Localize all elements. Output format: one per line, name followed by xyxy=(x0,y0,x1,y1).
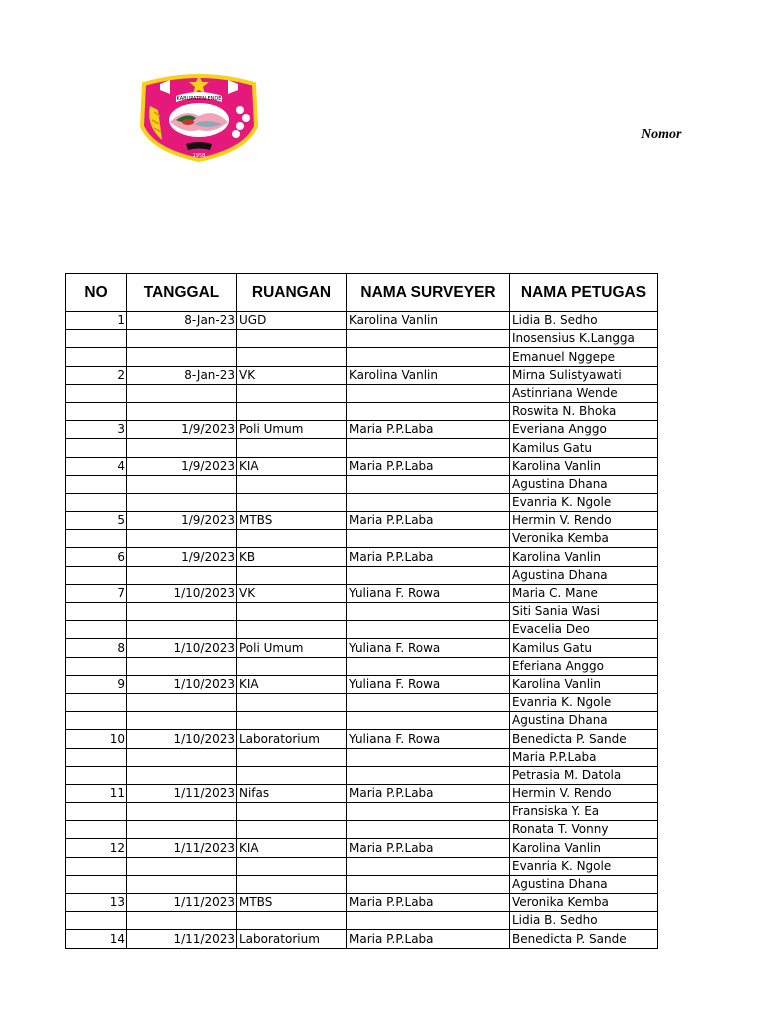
cell-tanggal xyxy=(127,530,237,548)
table-row xyxy=(66,348,658,366)
cell-nama-petugas: Benedicta P. Sande xyxy=(510,930,658,948)
cell-nama-surveyer xyxy=(347,875,510,893)
cell-no xyxy=(66,875,127,893)
table-row xyxy=(66,766,658,784)
survey-schedule-table xyxy=(65,273,658,949)
table-row xyxy=(66,312,658,330)
table-row xyxy=(66,384,658,402)
cell-nama-petugas: Eferiana Anggo xyxy=(510,657,658,675)
cell-no xyxy=(66,803,127,821)
cell-no xyxy=(66,693,127,711)
cell-nama-surveyer xyxy=(347,821,510,839)
cell-ruangan xyxy=(237,912,347,930)
cell-tanggal: 8-Jan-23 xyxy=(127,312,237,330)
cell-ruangan: Laboratorium xyxy=(237,930,347,948)
cell-no xyxy=(66,821,127,839)
table-row xyxy=(66,366,658,384)
cell-no xyxy=(66,348,127,366)
cell-nama-petugas: Kamilus Gatu xyxy=(510,639,658,657)
cell-ruangan xyxy=(237,330,347,348)
cell-nama-surveyer xyxy=(347,748,510,766)
cell-nama-petugas: Hermin V. Rendo xyxy=(510,784,658,802)
cell-nama-petugas: Emanuel Nggepe xyxy=(510,348,658,366)
table-row xyxy=(66,930,658,948)
cell-tanggal xyxy=(127,748,237,766)
table-row xyxy=(66,784,658,802)
column-header-ruangan: RUANGAN xyxy=(237,274,347,312)
table-row xyxy=(66,566,658,584)
table-row xyxy=(66,330,658,348)
cell-tanggal xyxy=(127,621,237,639)
cell-no xyxy=(66,330,127,348)
cell-nama-petugas: Karolina Vanlin xyxy=(510,675,658,693)
cell-ruangan xyxy=(237,857,347,875)
cell-no: 11 xyxy=(66,784,127,802)
cell-nama-surveyer: Maria P.P.Laba xyxy=(347,784,510,802)
cell-tanggal xyxy=(127,402,237,420)
table-row xyxy=(66,475,658,493)
logo-year-text: 1958 xyxy=(192,153,206,159)
table-row xyxy=(66,457,658,475)
cell-nama-petugas: Mirna Sulistyawati xyxy=(510,366,658,384)
cell-nama-petugas: Evanria K. Ngole xyxy=(510,857,658,875)
cell-nama-petugas: Petrasia M. Datola xyxy=(510,766,658,784)
cell-ruangan: Laboratorium xyxy=(237,730,347,748)
table-row xyxy=(66,621,658,639)
cell-no xyxy=(66,912,127,930)
cell-nama-surveyer: Yuliana F. Rowa xyxy=(347,584,510,602)
cell-nama-petugas: Veronika Kemba xyxy=(510,894,658,912)
cell-ruangan xyxy=(237,402,347,420)
cell-tanggal xyxy=(127,857,237,875)
cell-nama-petugas: Evanria K. Ngole xyxy=(510,493,658,511)
cell-tanggal: 1/10/2023 xyxy=(127,584,237,602)
table-row xyxy=(66,912,658,930)
cell-ruangan: VK xyxy=(237,366,347,384)
cell-ruangan: MTBS xyxy=(237,512,347,530)
cell-tanggal: 1/10/2023 xyxy=(127,675,237,693)
table-row xyxy=(66,512,658,530)
table-row xyxy=(66,748,658,766)
cell-nama-petugas: Maria P.P.Laba xyxy=(510,748,658,766)
cell-tanggal: 1/9/2023 xyxy=(127,548,237,566)
cell-nama-petugas: Agustina Dhana xyxy=(510,475,658,493)
cell-ruangan: KIA xyxy=(237,457,347,475)
cell-tanggal xyxy=(127,603,237,621)
cell-nama-petugas: Astinriana Wende xyxy=(510,384,658,402)
cell-tanggal xyxy=(127,493,237,511)
cell-nama-petugas: Kamilus Gatu xyxy=(510,439,658,457)
cell-nama-surveyer: Yuliana F. Rowa xyxy=(347,730,510,748)
cell-no: 9 xyxy=(66,675,127,693)
cell-nama-surveyer xyxy=(347,439,510,457)
cell-nama-petugas: Karolina Vanlin xyxy=(510,839,658,857)
cell-tanggal xyxy=(127,475,237,493)
cell-ruangan xyxy=(237,621,347,639)
table-row xyxy=(66,803,658,821)
cell-nama-surveyer: Karolina Vanlin xyxy=(347,312,510,330)
cell-ruangan xyxy=(237,875,347,893)
table-row xyxy=(66,657,658,675)
cell-nama-petugas: Siti Sania Wasi xyxy=(510,603,658,621)
cell-nama-surveyer xyxy=(347,475,510,493)
cell-tanggal: 1/10/2023 xyxy=(127,639,237,657)
cell-no xyxy=(66,384,127,402)
cell-tanggal: 1/11/2023 xyxy=(127,930,237,948)
column-header-no: NO xyxy=(66,274,127,312)
table-row xyxy=(66,821,658,839)
cell-nama-surveyer: Karolina Vanlin xyxy=(347,366,510,384)
cell-nama-surveyer: Maria P.P.Laba xyxy=(347,421,510,439)
cell-ruangan xyxy=(237,821,347,839)
cell-nama-petugas: Roswita N. Bhoka xyxy=(510,402,658,420)
cell-nama-petugas: Karolina Vanlin xyxy=(510,457,658,475)
cell-nama-surveyer: Maria P.P.Laba xyxy=(347,548,510,566)
cell-no xyxy=(66,748,127,766)
cell-nama-surveyer: Maria P.P.Laba xyxy=(347,839,510,857)
cell-nama-petugas: Agustina Dhana xyxy=(510,566,658,584)
cell-no: 13 xyxy=(66,894,127,912)
table-row xyxy=(66,421,658,439)
table-body xyxy=(66,312,658,949)
cell-nama-surveyer xyxy=(347,330,510,348)
cell-tanggal: 1/11/2023 xyxy=(127,839,237,857)
cell-no xyxy=(66,857,127,875)
table-row xyxy=(66,584,658,602)
table-row xyxy=(66,894,658,912)
cell-ruangan: Poli Umum xyxy=(237,421,347,439)
logo-ribbon-text: KABUPATEN ENDE xyxy=(176,96,222,102)
cell-nama-petugas: Evacelia Deo xyxy=(510,621,658,639)
cell-ruangan xyxy=(237,657,347,675)
table-row xyxy=(66,875,658,893)
cell-ruangan: KB xyxy=(237,548,347,566)
cell-nama-surveyer: Maria P.P.Laba xyxy=(347,512,510,530)
cell-nama-surveyer xyxy=(347,912,510,930)
table-row xyxy=(66,730,658,748)
cell-nama-surveyer xyxy=(347,348,510,366)
cell-tanggal xyxy=(127,693,237,711)
cell-nama-surveyer xyxy=(347,621,510,639)
cell-no: 5 xyxy=(66,512,127,530)
cell-nama-petugas: Everiana Anggo xyxy=(510,421,658,439)
cell-ruangan: VK xyxy=(237,584,347,602)
cell-ruangan xyxy=(237,603,347,621)
cell-no: 8 xyxy=(66,639,127,657)
cell-nama-surveyer xyxy=(347,566,510,584)
cell-nama-surveyer xyxy=(347,766,510,784)
cell-ruangan xyxy=(237,475,347,493)
cell-ruangan xyxy=(237,493,347,511)
cell-no: 1 xyxy=(66,312,127,330)
cell-nama-petugas: Fransiska Y. Ea xyxy=(510,803,658,821)
cell-ruangan: KIA xyxy=(237,675,347,693)
cell-nama-surveyer xyxy=(347,803,510,821)
cell-tanggal xyxy=(127,330,237,348)
table-row xyxy=(66,839,658,857)
cell-no xyxy=(66,439,127,457)
cell-nama-petugas: Veronika Kemba xyxy=(510,530,658,548)
cell-tanggal xyxy=(127,439,237,457)
cell-no xyxy=(66,530,127,548)
cell-nama-surveyer xyxy=(347,384,510,402)
cell-no: 3 xyxy=(66,421,127,439)
cell-tanggal: 1/10/2023 xyxy=(127,730,237,748)
table-row xyxy=(66,675,658,693)
cell-tanggal xyxy=(127,566,237,584)
table-row xyxy=(66,857,658,875)
cell-ruangan xyxy=(237,693,347,711)
cell-nama-petugas: Benedicta P. Sande xyxy=(510,730,658,748)
cell-tanggal: 1/9/2023 xyxy=(127,457,237,475)
cell-no: 12 xyxy=(66,839,127,857)
cell-nama-surveyer xyxy=(347,493,510,511)
cell-no: 7 xyxy=(66,584,127,602)
cell-nama-petugas: Karolina Vanlin xyxy=(510,548,658,566)
cell-nama-petugas: Hermin V. Rendo xyxy=(510,512,658,530)
cell-nama-surveyer: Maria P.P.Laba xyxy=(347,894,510,912)
cell-nama-petugas: Agustina Dhana xyxy=(510,712,658,730)
cell-tanggal xyxy=(127,821,237,839)
cell-ruangan xyxy=(237,803,347,821)
cell-nama-petugas: Ronata T. Vonny xyxy=(510,821,658,839)
cell-tanggal xyxy=(127,348,237,366)
cell-nama-petugas: Lidia B. Sedho xyxy=(510,312,658,330)
table-row xyxy=(66,548,658,566)
cell-ruangan xyxy=(237,384,347,402)
cell-tanggal: 1/9/2023 xyxy=(127,421,237,439)
cell-no xyxy=(66,566,127,584)
cell-tanggal: 8-Jan-23 xyxy=(127,366,237,384)
document-number-label: Nomor xyxy=(641,127,682,142)
cell-ruangan xyxy=(237,348,347,366)
table-row xyxy=(66,639,658,657)
cell-nama-petugas: Lidia B. Sedho xyxy=(510,912,658,930)
cell-nama-petugas: Maria C. Mane xyxy=(510,584,658,602)
cell-ruangan xyxy=(237,439,347,457)
cell-ruangan: MTBS xyxy=(237,894,347,912)
cell-nama-surveyer: Yuliana F. Rowa xyxy=(347,675,510,693)
cell-tanggal: 1/9/2023 xyxy=(127,512,237,530)
cell-ruangan: UGD xyxy=(237,312,347,330)
cell-no xyxy=(66,712,127,730)
table-row xyxy=(66,493,658,511)
table-row xyxy=(66,603,658,621)
cell-tanggal: 1/11/2023 xyxy=(127,784,237,802)
cell-nama-surveyer: Yuliana F. Rowa xyxy=(347,639,510,657)
column-header-nama-surveyer: NAMA SURVEYER xyxy=(347,274,510,312)
cell-tanggal xyxy=(127,712,237,730)
column-header-nama-petugas: NAMA PETUGAS xyxy=(510,274,658,312)
cell-tanggal xyxy=(127,875,237,893)
cell-nama-surveyer: Maria P.P.Laba xyxy=(347,457,510,475)
cell-nama-petugas: Evanria K. Ngole xyxy=(510,693,658,711)
cell-ruangan xyxy=(237,748,347,766)
cell-ruangan: Poli Umum xyxy=(237,639,347,657)
cell-no xyxy=(66,621,127,639)
regency-emblem-logo xyxy=(136,70,262,162)
table-header-row xyxy=(66,274,658,312)
cell-nama-surveyer: Maria P.P.Laba xyxy=(347,930,510,948)
cell-no: 2 xyxy=(66,366,127,384)
cell-tanggal xyxy=(127,657,237,675)
cell-no: 4 xyxy=(66,457,127,475)
cell-no xyxy=(66,657,127,675)
cell-no: 6 xyxy=(66,548,127,566)
table-row xyxy=(66,439,658,457)
table-row xyxy=(66,530,658,548)
cell-ruangan: KIA xyxy=(237,839,347,857)
cell-nama-surveyer xyxy=(347,857,510,875)
cell-ruangan xyxy=(237,712,347,730)
cell-tanggal xyxy=(127,384,237,402)
cell-no xyxy=(66,475,127,493)
cell-nama-surveyer xyxy=(347,530,510,548)
cell-nama-surveyer xyxy=(347,693,510,711)
cell-tanggal xyxy=(127,912,237,930)
cell-nama-surveyer xyxy=(347,657,510,675)
cell-ruangan xyxy=(237,766,347,784)
cell-no xyxy=(66,603,127,621)
table-row xyxy=(66,712,658,730)
cell-no: 14 xyxy=(66,930,127,948)
cell-tanggal: 1/11/2023 xyxy=(127,894,237,912)
column-header-tanggal: TANGGAL xyxy=(127,274,237,312)
cell-tanggal xyxy=(127,766,237,784)
cell-no xyxy=(66,766,127,784)
cell-nama-surveyer xyxy=(347,402,510,420)
cell-tanggal xyxy=(127,803,237,821)
cell-no xyxy=(66,402,127,420)
cell-nama-surveyer xyxy=(347,603,510,621)
cell-ruangan: Nifas xyxy=(237,784,347,802)
cell-ruangan xyxy=(237,530,347,548)
table-row xyxy=(66,402,658,420)
cell-nama-petugas: Inosensius K.Langga xyxy=(510,330,658,348)
cell-nama-petugas: Agustina Dhana xyxy=(510,875,658,893)
table-row xyxy=(66,693,658,711)
cell-ruangan xyxy=(237,566,347,584)
cell-no xyxy=(66,493,127,511)
cell-nama-surveyer xyxy=(347,712,510,730)
cell-no: 10 xyxy=(66,730,127,748)
